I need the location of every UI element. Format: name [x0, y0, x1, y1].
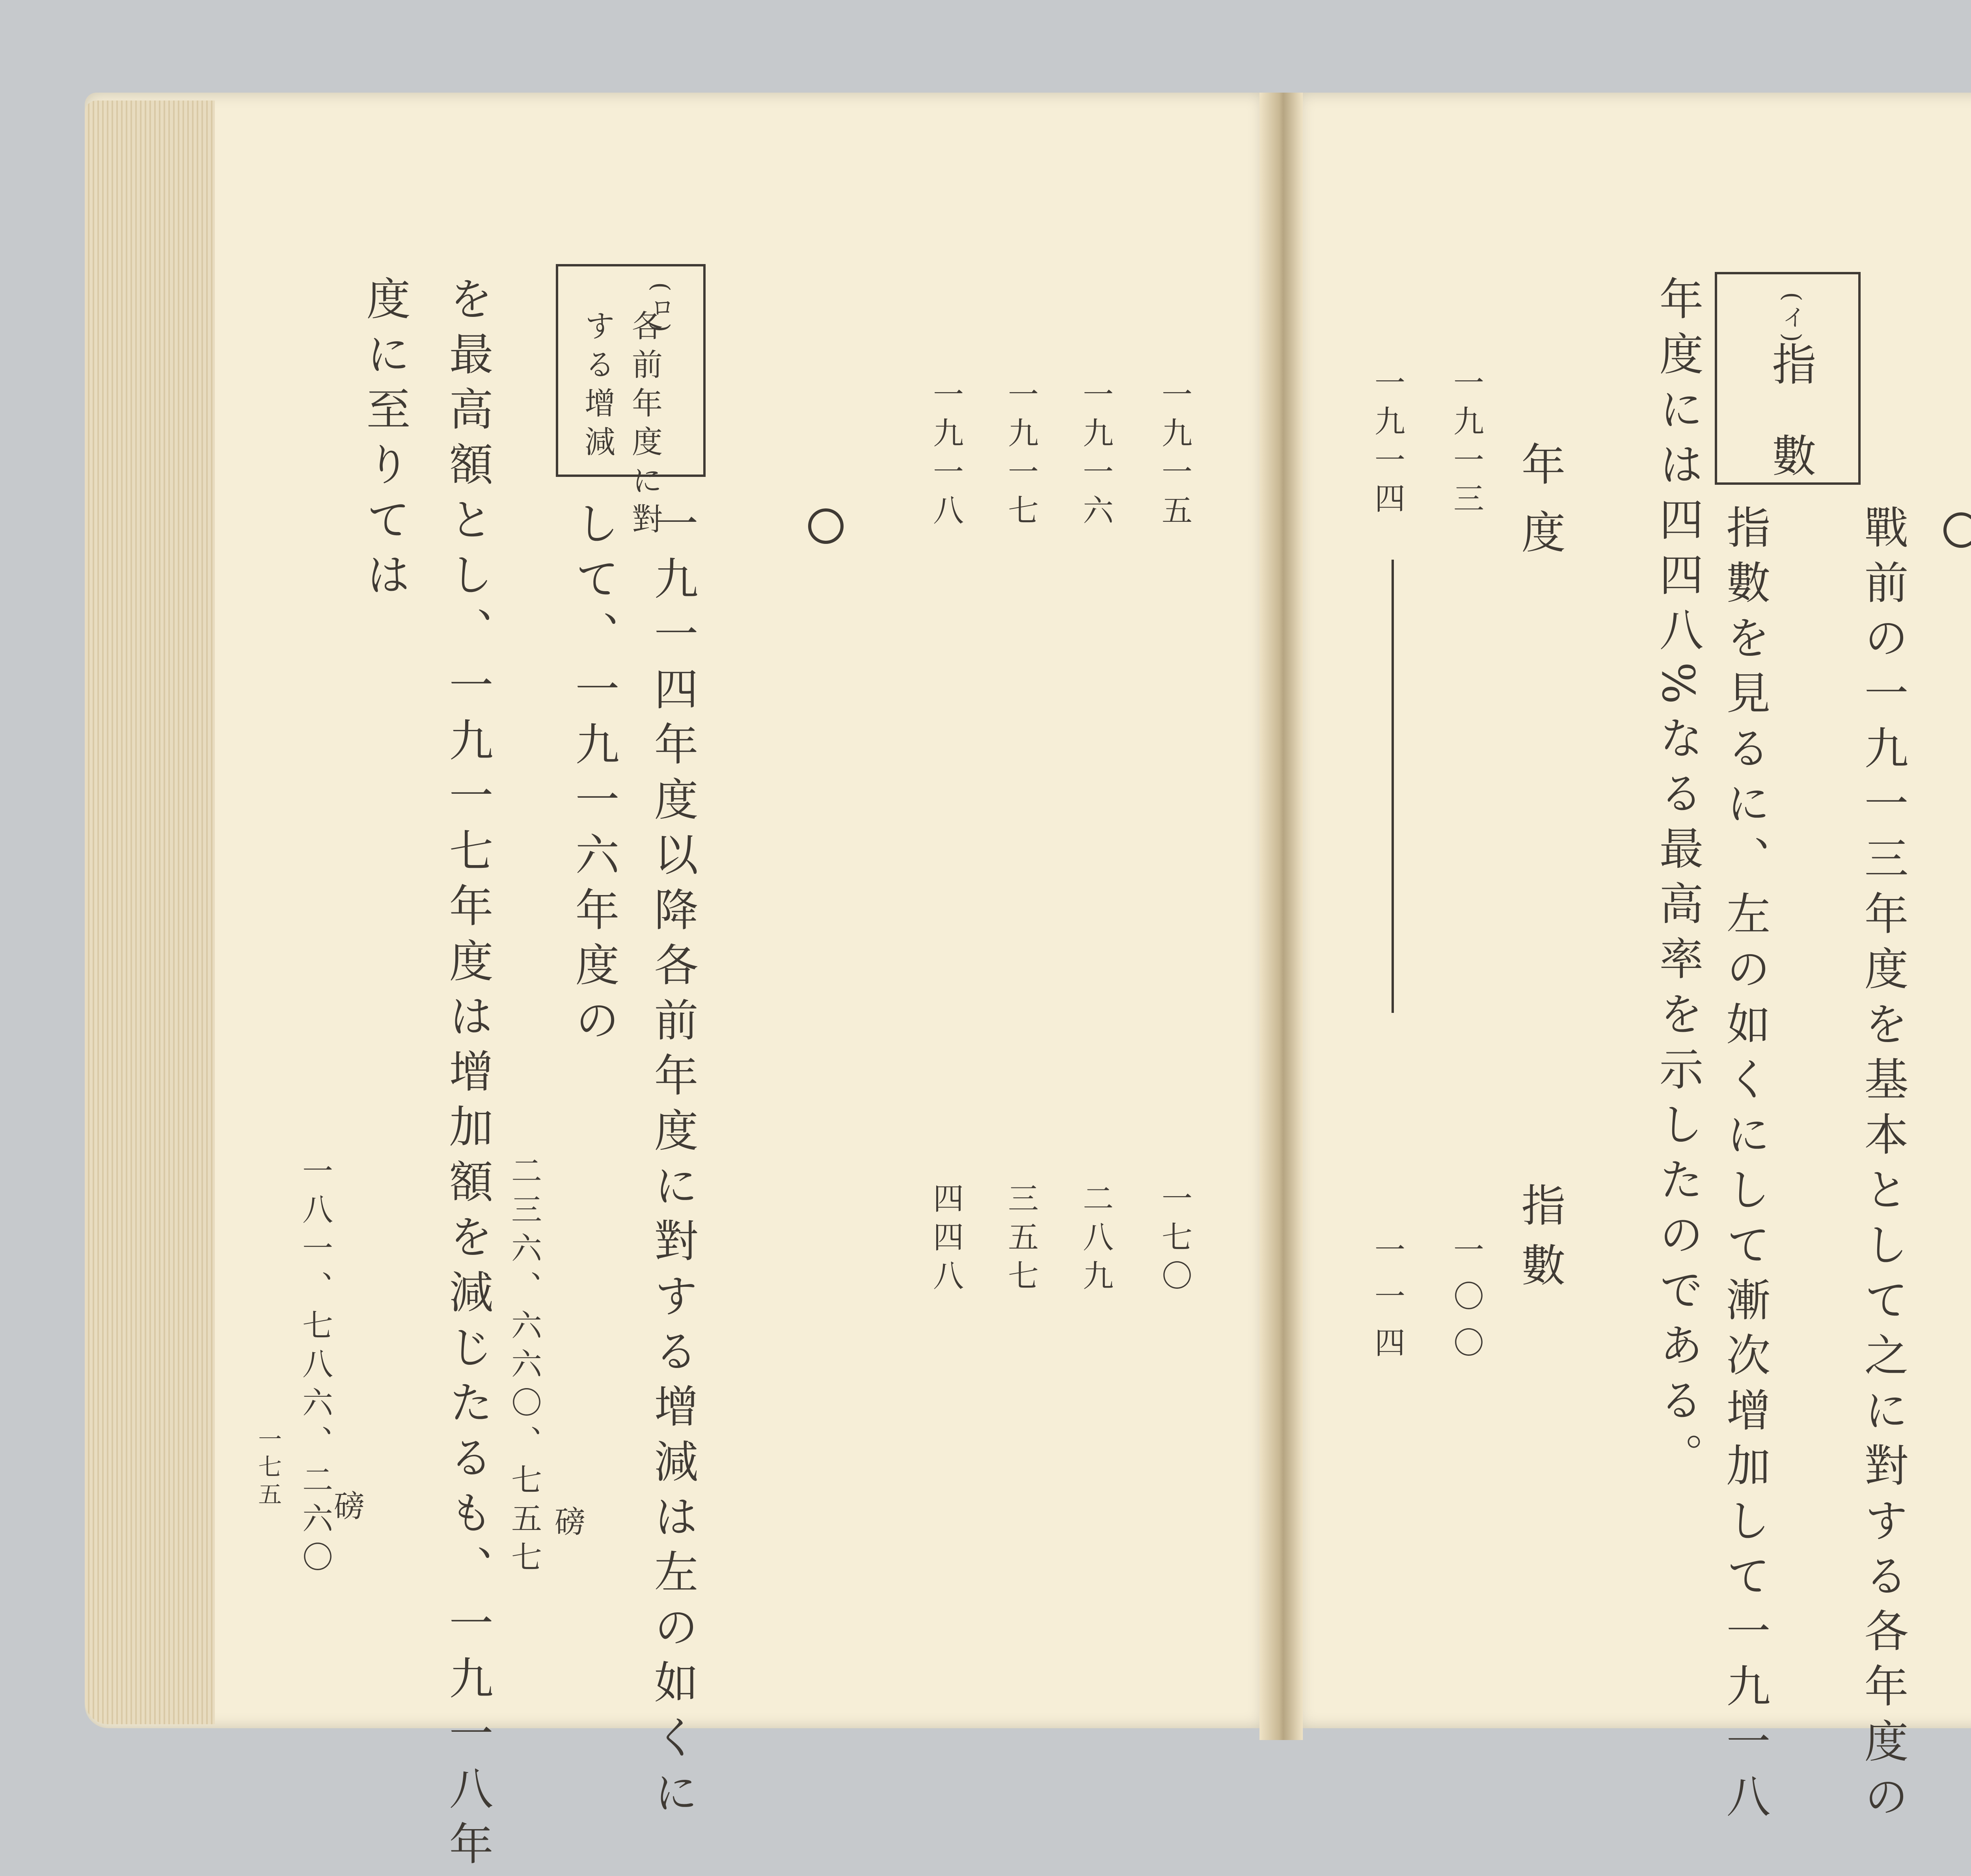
paragraph-line: を最高額とし、一九一七年度は增加額を減じたるも、一九一八年: [442, 276, 493, 1876]
subsection-mark: (ロ): [647, 282, 674, 336]
table-value: 一一四: [1369, 1234, 1405, 1373]
subsection-mark: (イ): [1778, 292, 1806, 346]
paragraph-line: 一九一四年度以降各前年度に對する增減は左の如くに: [647, 501, 698, 1825]
page-number: 一七五: [254, 1427, 282, 1509]
table-year: 一九一七: [1003, 378, 1038, 533]
paragraph-line: 戰前の一九一三年度を基本として之に對する各年度の: [1857, 504, 1908, 1829]
paragraph-line: して、一九一六年度の: [568, 501, 619, 1052]
book-gutter: [1259, 93, 1303, 1740]
table-header-year: 年度: [1514, 441, 1565, 577]
table-header-index: 指數: [1514, 1182, 1565, 1302]
table-year: 一九一八: [928, 378, 963, 533]
unit-label: 磅: [329, 1490, 364, 1528]
unit-label: 磅: [550, 1506, 585, 1544]
subsection-heading: 各前年度に對: [627, 310, 662, 542]
subsection-box: [556, 264, 706, 542]
table-value: 一七〇: [1157, 1182, 1192, 1298]
table-value: 二八九: [1078, 1182, 1113, 1298]
table-year: 一九一四: [1369, 367, 1405, 521]
amount-value: 一八一、七八六、二六〇: [297, 1155, 333, 1580]
subsection-heading: する增減: [579, 310, 615, 464]
paragraph-line: 年度には四四八%なる最高率を示したのである。: [1652, 276, 1703, 1488]
subsection-box: [1715, 272, 1861, 524]
table-year: 一九一三: [1448, 367, 1484, 521]
paragraph-line: 指數を見るに、左の如くにして漸次增加して一九一八: [1719, 504, 1770, 1829]
table-year: 一九一五: [1157, 378, 1192, 533]
subsection-heading: 指數: [1765, 341, 1816, 524]
circle-marker: [808, 508, 844, 544]
table-value: 三五七: [1003, 1182, 1038, 1298]
amount-value: 二三六、六六〇、七五七: [506, 1155, 542, 1580]
table-value: 一〇〇: [1448, 1234, 1484, 1373]
table-value: 四四八: [928, 1182, 963, 1298]
table-year: 一九一六: [1078, 378, 1113, 533]
table-rule: [1392, 560, 1394, 1013]
page-edges-left: [85, 100, 215, 1724]
paragraph-line: 度に至りては: [359, 276, 410, 607]
